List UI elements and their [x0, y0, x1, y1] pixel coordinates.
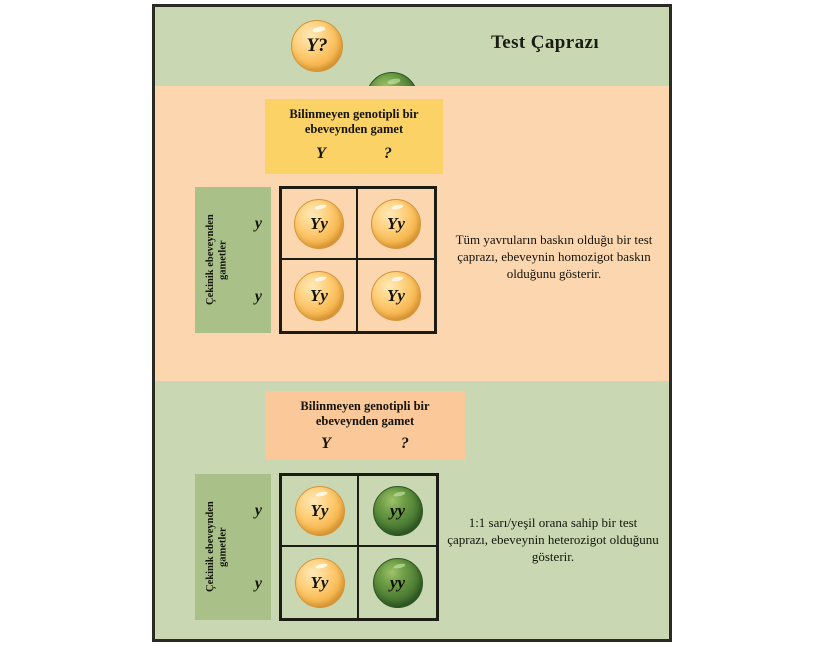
side-gamete-letter-bottom-2: y [254, 574, 262, 592]
punnett-cell [359, 547, 436, 618]
side-gamete-label-text-bottom: Çekinik ebeveynden gametler [205, 501, 229, 593]
gamete-letter-top-1: Y [316, 144, 326, 162]
gamete-letter-top-2: ? [383, 144, 392, 162]
offspring-pea-yellow: Yy [371, 271, 421, 321]
side-gamete-letter-top-2: y [254, 287, 262, 305]
side-gamete-label-top [195, 187, 271, 333]
side-gamete-letters-bottom [255, 474, 262, 620]
offspring-pea-green: yy [373, 558, 423, 608]
punnett-cell [282, 547, 359, 618]
gamete-header-title-bottom: Bilinmeyen genotipli bir ebeveynden gamet [300, 399, 430, 429]
gamete-header-letters-top [271, 145, 437, 163]
homozygous-explanation: Tüm yavruların baskın olduğu bir test çaprazı, ebeveynin homozigot baskın olduğunu gösterir. [455, 232, 653, 282]
side-gamete-letter-top-1: y [254, 214, 262, 232]
offspring-pea-yellow: Yy [294, 199, 344, 249]
punnett-cell [358, 189, 434, 260]
side-gamete-label-bottom [195, 474, 271, 620]
figure-title: Test Çaprazı [490, 32, 600, 53]
offspring-pea-yellow: Yy [295, 558, 345, 608]
gamete-letter-bottom-2: ? [400, 434, 409, 452]
header-pea-unknown-parent: Y? [291, 20, 343, 72]
gamete-header-box-bottom [265, 391, 465, 460]
heterozygous-cross-section [155, 381, 669, 639]
header-band [155, 7, 669, 86]
punnett-cell [282, 260, 358, 331]
gamete-header-box-top [265, 99, 443, 174]
side-gamete-letters-top [255, 187, 262, 333]
punnett-cell [282, 189, 358, 260]
side-gamete-letter-bottom-1: y [254, 501, 262, 519]
test-cross-figure [152, 4, 672, 642]
offspring-pea-yellow: Yy [371, 199, 421, 249]
gamete-letter-bottom-1: Y [321, 434, 331, 452]
offspring-pea-green: yy [373, 486, 423, 536]
gamete-header-letters-bottom [271, 435, 459, 453]
heterozygous-explanation: 1:1 sarı/yeşil orana sahip bir test çaprazı, ebeveynin heterozigot olduğunu gösterir. [447, 515, 659, 565]
punnett-square-heterozygous [279, 473, 439, 621]
punnett-cell [358, 260, 434, 331]
offspring-pea-yellow: Yy [295, 486, 345, 536]
homozygous-cross-section [155, 86, 669, 381]
side-gamete-label-text-top: Çekinik ebeveynden gametler [205, 214, 229, 306]
punnett-cell [359, 476, 436, 547]
offspring-pea-yellow: Yy [294, 271, 344, 321]
punnett-square-homozygous [279, 186, 437, 334]
gamete-header-title-top: Bilinmeyen genotipli bir ebeveynden gamet [289, 107, 419, 137]
punnett-cell [282, 476, 359, 547]
